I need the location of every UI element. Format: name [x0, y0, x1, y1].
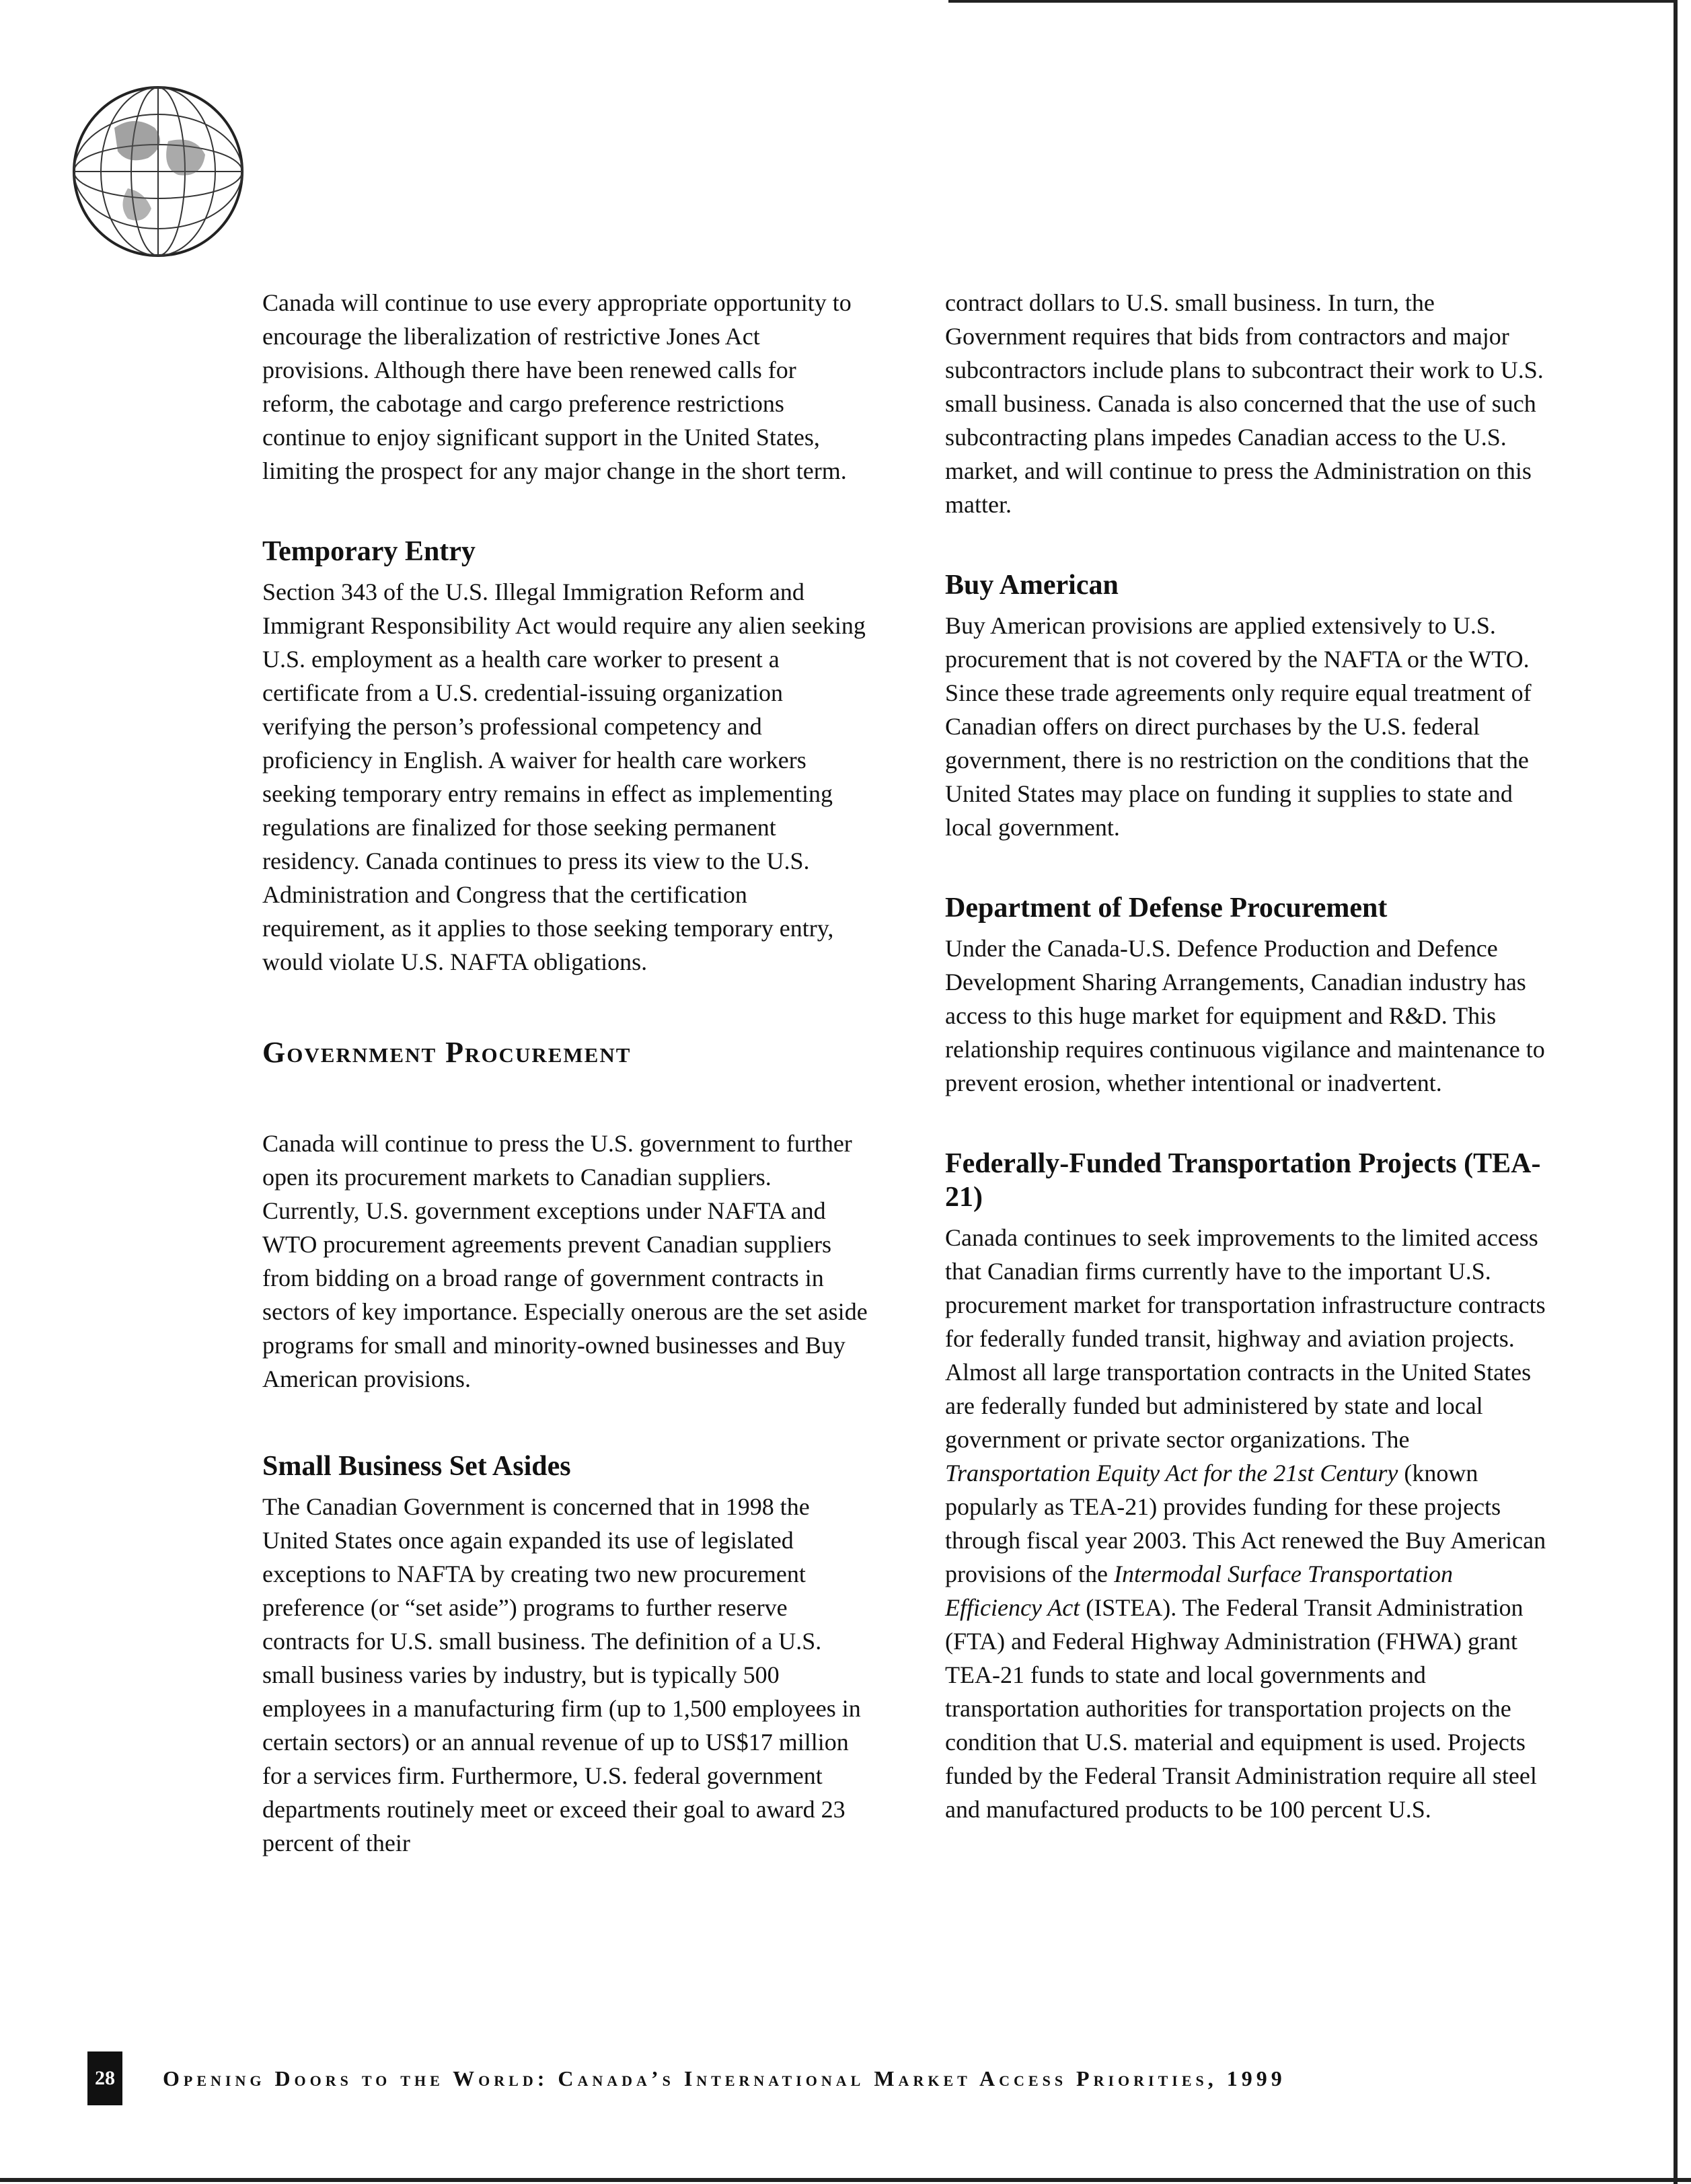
paragraph-buy-american: Buy American provisions are applied extensively to U.S. procurement that is not covered by the NAFTA or the WTO. Since these trade agreements only require equal treatment of Canadian offers on direct purchases by the U.S. federal government, there is no restriction on the conditions that the United States may place on funding it supplies to state and local government.	[945, 612, 1532, 841]
paragraph-dod-procurement: Under the Canada-U.S. Defence Production and Defence Development Sharing Arrangements, Canadian industry has access to this huge market for equipment and R&D. This relationship requires continuous vigilance and maintenance to prevent erosion, whether intentional or inadvertent.	[945, 935, 1545, 1096]
heading-buy-american: Buy American	[945, 570, 1119, 601]
tea21-act-title: Transportation Equity Act for the 21st Century	[945, 1460, 1398, 1486]
tea21-text-a: Canada continues to seek improvements to the limited access that Canadian firms currently have to the important U.S. procurement market for transportation infrastructure contracts for federally funded transit, highway and aviation projects. Almost all large transportation contracts in the United States are federally funded but administered by state and local government or private sector organizations. The	[945, 1224, 1546, 1453]
scan-edge-bottom	[0, 2178, 1691, 2182]
heading-dod-procurement: Department of Defense Procurement	[945, 893, 1388, 924]
scan-edge-top	[948, 0, 1675, 3]
paragraph-jones-act: Canada will continue to use every appropriate opportunity to encourage the liberalization of restrictive Jones Act provisions. Although there have been renewed calls for reform, the cabotage and cargo preference restrictions continue to enjoy significant support in the United States, limiting the prospect for any major change in the short term.	[262, 289, 852, 484]
paragraph-contract-dollars: contract dollars to U.S. small business. In turn, the Government requires that bids from contractors and major subcontractors include plans to subcontract their work to U.S. small business. Canada is also concerned that the use of such subcontracting plans impedes Canadian access to the U.S. market, and will continue to press the Administration on this matter.	[945, 289, 1544, 518]
page-number: 28	[87, 2051, 122, 2105]
istea-act-title: Intermodal Surface Transportation Efficiency Act	[945, 1560, 1454, 1621]
running-title: Opening Doors to the World: Canada’s International Market Access Priorities, 1999	[163, 2066, 1286, 2091]
heading-government-procurement: Government Procurement	[262, 1036, 632, 1069]
paragraph-tea21	[945, 1221, 1550, 1826]
tea21-text-b: (known popularly as TEA-21) provides funding for these projects through fiscal year 2003. This Act renewed the Buy American provisions of the	[945, 1460, 1546, 1587]
right-column	[945, 286, 1550, 1826]
heading-small-business: Small Business Set Asides	[262, 1451, 571, 1482]
heading-temporary-entry: Temporary Entry	[262, 536, 476, 567]
scan-edge-right	[1674, 0, 1678, 2184]
paragraph-small-business: The Canadian Government is concerned that in 1998 the United States once again expanded its use of legislated exceptions to NAFTA by creating two new procurement preference (or “set aside”) programs to further reserve contracts for U.S. small business. The definition of a U.S. small business varies by industry, but is typically 500 employees in a manufacturing firm (up to 1,500 employees in certain sectors) or an annual revenue of up to US$17 million for a services firm. Furthermore, U.S. federal government departments routinely meet or exceed their goal to award 23 percent of their	[262, 1493, 861, 1856]
heading-tea21: Federally-Funded Transportation Projects (TEA-21)	[945, 1148, 1541, 1213]
page-footer	[87, 2051, 1581, 2105]
paragraph-temporary-entry: Section 343 of the U.S. Illegal Immigration Reform and Immigrant Responsibility Act would require any alien seeking U.S. employment as a health care worker to present a certificate from a U.S. credential-issuing organization verifying the person’s professional competency and proficiency in English. A waiver for health care workers seeking temporary entry remains in effect as implementing regulations are finalized for those seeking permanent residency. Canada continues to press its view to the U.S. Administration and Congress that the certification requirement, as it applies to those seeking temporary entry, would violate U.S. NAFTA obligations.	[262, 578, 866, 975]
tea21-text-c: (ISTEA). The Federal Transit Administration (FTA) and Federal Highway Administration (FHWA) grant TEA-21 funds to state and local governments and transportation authorities for transportation projects on the condition that U.S. material and equipment is used. Projects funded by the Federal Transit Administration require all steel and manufactured products to be 100 percent U.S.	[945, 1594, 1537, 1823]
paragraph-government-procurement: Canada will continue to press the U.S. government to further open its procurement markets to Canadian suppliers. Currently, U.S. government exceptions under NAFTA and WTO procurement agreements prevent Canadian suppliers from bidding on a broad range of government contracts in sectors of key importance. Especially onerous are the set aside programs for small and minority-owned businesses and Buy American provisions.	[262, 1130, 868, 1392]
globe-icon	[67, 81, 249, 262]
left-column	[262, 286, 868, 1860]
